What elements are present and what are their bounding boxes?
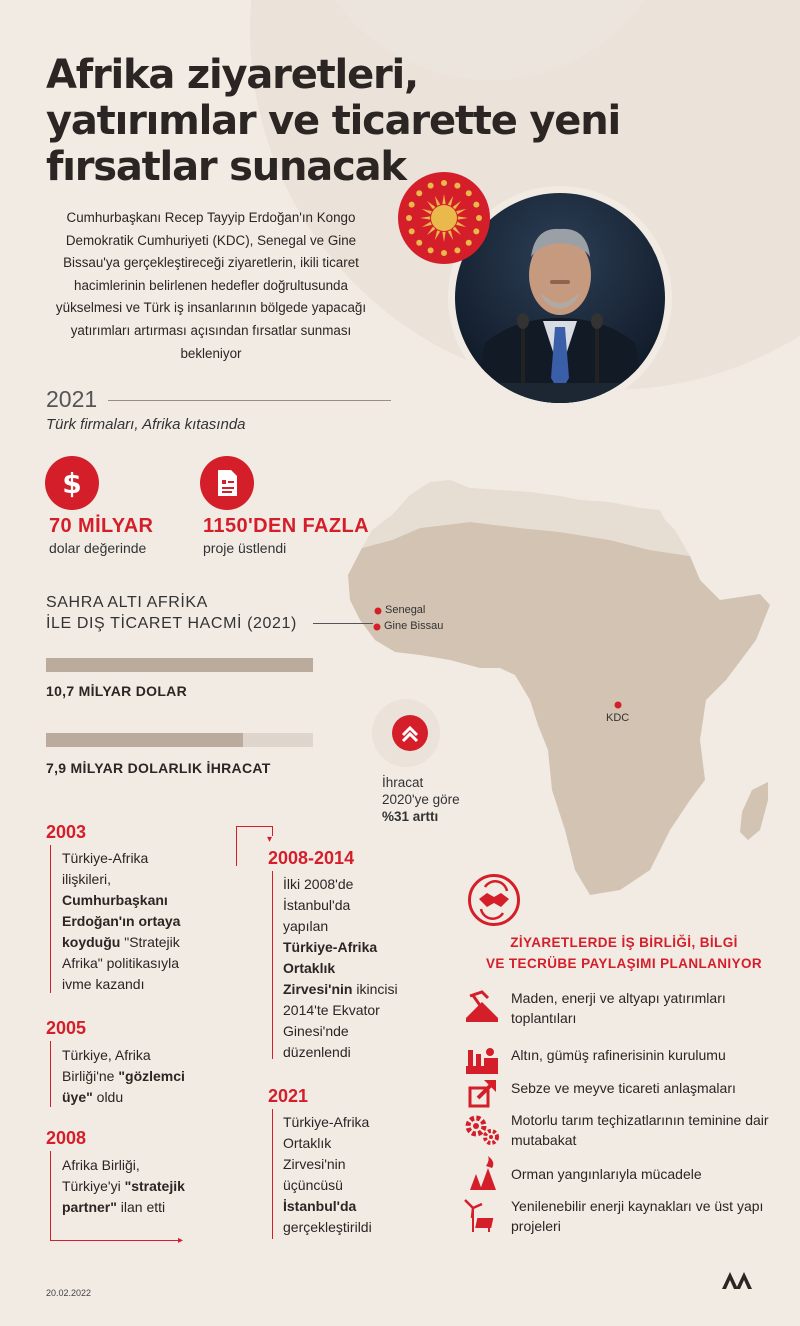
timeline-year: 2008	[46, 1128, 87, 1148]
cooperation-item-text: Maden, enerji ve altyapı yatırımları toplantıları	[511, 990, 726, 1026]
emblem-ray	[442, 232, 445, 242]
cooperation-item-text: Orman yangınlarıyla mücadele	[511, 1166, 702, 1182]
cooperation-item-text: Sebze ve meyve ticareti anlaşmaları	[511, 1080, 736, 1096]
trade-title: SAHRA ALTI AFRİKA İLE DIŞ TİCARET HACMİ (2021)	[46, 594, 297, 632]
cooperation-item	[462, 1074, 782, 1114]
emblem-ray	[458, 216, 468, 219]
dollar-icon	[45, 456, 99, 510]
stat-value-investment: 70 MİLYAR	[49, 515, 154, 537]
emblem-star	[466, 190, 472, 196]
emblem-star	[416, 190, 422, 196]
forest-fire-icon	[462, 1156, 502, 1196]
svg-text:$: $	[62, 467, 82, 500]
intro-text: Cumhurbaşkanı Recep Tayyip Erdoğan'ın Kongo Demokratik Cumhuriyeti (KDC), Senegal ve Gine Bissau'ya gerçekleştireceği ziyaretlerin, ikili ticaret hacimlerinin belirlenen hedefler doğrultusunda yükselmesi ve Türk iş insanlarının bölgede yapacağı yatırımları artırması açısından fırsatlar sunması bekleniyor	[55, 210, 367, 361]
emblem-star	[409, 202, 415, 208]
emblem-star	[473, 202, 479, 208]
publish-date: 20.02.2022	[46, 1288, 92, 1298]
timeline-year: 2021	[268, 1086, 309, 1106]
emblem-ray	[453, 227, 461, 235]
trade-export-bar-fill	[46, 733, 243, 747]
africa-map	[300, 470, 800, 940]
timeline-text: Afrika Birliği, Türkiye'yi "stratejik partner" ilan etti	[62, 1157, 185, 1215]
timeline-line	[50, 1041, 51, 1107]
timeline-connector	[272, 826, 273, 836]
emblem-ray	[427, 201, 435, 209]
map-label-senegal: Senegal	[385, 604, 426, 616]
emblem-ray	[442, 194, 445, 204]
timeline-text: Türkiye, Afrika Birliği'ne "gözlemci üye" oldu	[62, 1047, 185, 1105]
emblem-star	[473, 228, 479, 234]
cooperation-item	[462, 1156, 782, 1196]
cooperation-item	[462, 1196, 782, 1236]
export-increase-text: İhracat 2020'ye göre %31 arttı	[382, 775, 460, 824]
timeline-text: Türkiye-Afrika ilişkileri, Cumhurbaşkanı Erdoğan'ın ortaya koyduğu "Stratejik Afrika" politikasıyla ivme kazandı	[62, 850, 181, 992]
emblem-star	[428, 183, 434, 189]
emblem-ray	[448, 196, 453, 206]
stat-label-investment: dolar değerinde	[49, 540, 147, 556]
arrow-down-icon: ▾	[267, 834, 273, 845]
document-icon	[200, 456, 254, 510]
divider	[108, 400, 391, 401]
timeline-line	[50, 1240, 182, 1241]
gears-icon	[462, 1110, 502, 1150]
emblem-ray	[422, 209, 432, 214]
stats-subtitle: Türk firmaları, Afrika kıtasında	[46, 416, 246, 433]
cooperation-item	[462, 1110, 782, 1150]
map-label-kdc: KDC	[606, 712, 630, 724]
export-arrow-icon	[462, 1074, 502, 1114]
cooperation-title: ZİYARETLERDE İŞ BİRLİĞİ, BİLGİ VE TECRÜBE PAYLAŞIMI PLANLANIYOR	[485, 935, 763, 971]
timeline-text: Türkiye-Afrika Ortaklık Zirvesi'nin üçüncüsü İstanbul'da gerçekleştirildi	[283, 1114, 372, 1235]
emblem-star	[466, 240, 472, 246]
handshake-icon	[468, 874, 520, 926]
emblem-star	[454, 183, 460, 189]
stats-year: 2021	[46, 386, 98, 412]
emblem-ray	[420, 216, 430, 219]
arrow-right-icon: ▸	[178, 1235, 184, 1246]
timeline-line	[272, 871, 273, 1059]
timeline-year: 2005	[46, 1018, 87, 1038]
timeline-line	[272, 1109, 273, 1239]
emblem-ray	[422, 222, 432, 227]
emblem-ray	[456, 209, 466, 214]
emblem-ray	[435, 230, 440, 240]
timeline-text: İlki 2008'de İstanbul'da yapılan Türkiye-Afrika Ortaklık Zirvesi'nin ikincisi 2014'te Ekvator Ginesi'nde düzenlendi	[283, 876, 398, 1060]
timeline-year: 2003	[46, 822, 87, 842]
double-chevron-up-icon	[392, 715, 428, 751]
emblem-ray	[448, 230, 453, 240]
map-label-gine-bissau: Gine Bissau	[384, 620, 444, 632]
emblem-star	[416, 240, 422, 246]
cooperation-item-text: Motorlu tarım teçhizatlarının teminine dair mutabakat	[511, 1112, 769, 1148]
trade-total-bar	[46, 658, 313, 672]
cooperation-item-text: Altın, gümüş rafinerisinin kurulumu	[511, 1047, 726, 1063]
aa-logo	[720, 1270, 754, 1290]
timeline-line	[50, 1151, 51, 1241]
trade-total-bar-fill	[46, 658, 313, 672]
stat-value-projects: 1150'DEN FAZLA	[203, 515, 369, 537]
emblem-star	[476, 215, 482, 221]
emblem-ray	[427, 227, 435, 235]
trade-export-label: 7,9 MİLYAR DOLARLIK İHRACAT	[46, 760, 271, 776]
timeline-year: 2008-2014	[268, 848, 355, 868]
timeline-connector	[236, 826, 237, 866]
emblem-star	[409, 228, 415, 234]
emblem-star	[428, 247, 434, 253]
madagascar	[740, 782, 768, 840]
mining-icon	[462, 988, 502, 1028]
timeline-line	[50, 845, 51, 993]
emblem-ray	[435, 196, 440, 206]
presidential-emblem	[398, 172, 490, 264]
emblem-star	[441, 180, 447, 186]
cooperation-item-text: Yenilenebilir enerji kaynakları ve üst yapı projeleri	[511, 1198, 764, 1234]
emblem-star	[454, 247, 460, 253]
timeline-connector	[236, 826, 272, 827]
emblem-ray	[453, 201, 461, 209]
renewable-energy-icon	[462, 1196, 502, 1236]
map-connector-line	[313, 623, 373, 624]
emblem-ray	[456, 222, 466, 227]
svg-text:AA: AA	[737, 1287, 739, 1288]
emblem-star	[441, 250, 447, 256]
trade-total-label: 10,7 MİLYAR DOLAR	[46, 683, 187, 699]
stat-label-projects: proje üstlendi	[203, 540, 287, 556]
emblem-star	[406, 215, 412, 221]
trade-export-bar	[46, 733, 313, 747]
cooperation-item	[462, 988, 782, 1028]
page-title: Afrika ziyaretleri, yatırımlar ve ticarette yeni fırsatlar sunacak	[46, 52, 620, 190]
